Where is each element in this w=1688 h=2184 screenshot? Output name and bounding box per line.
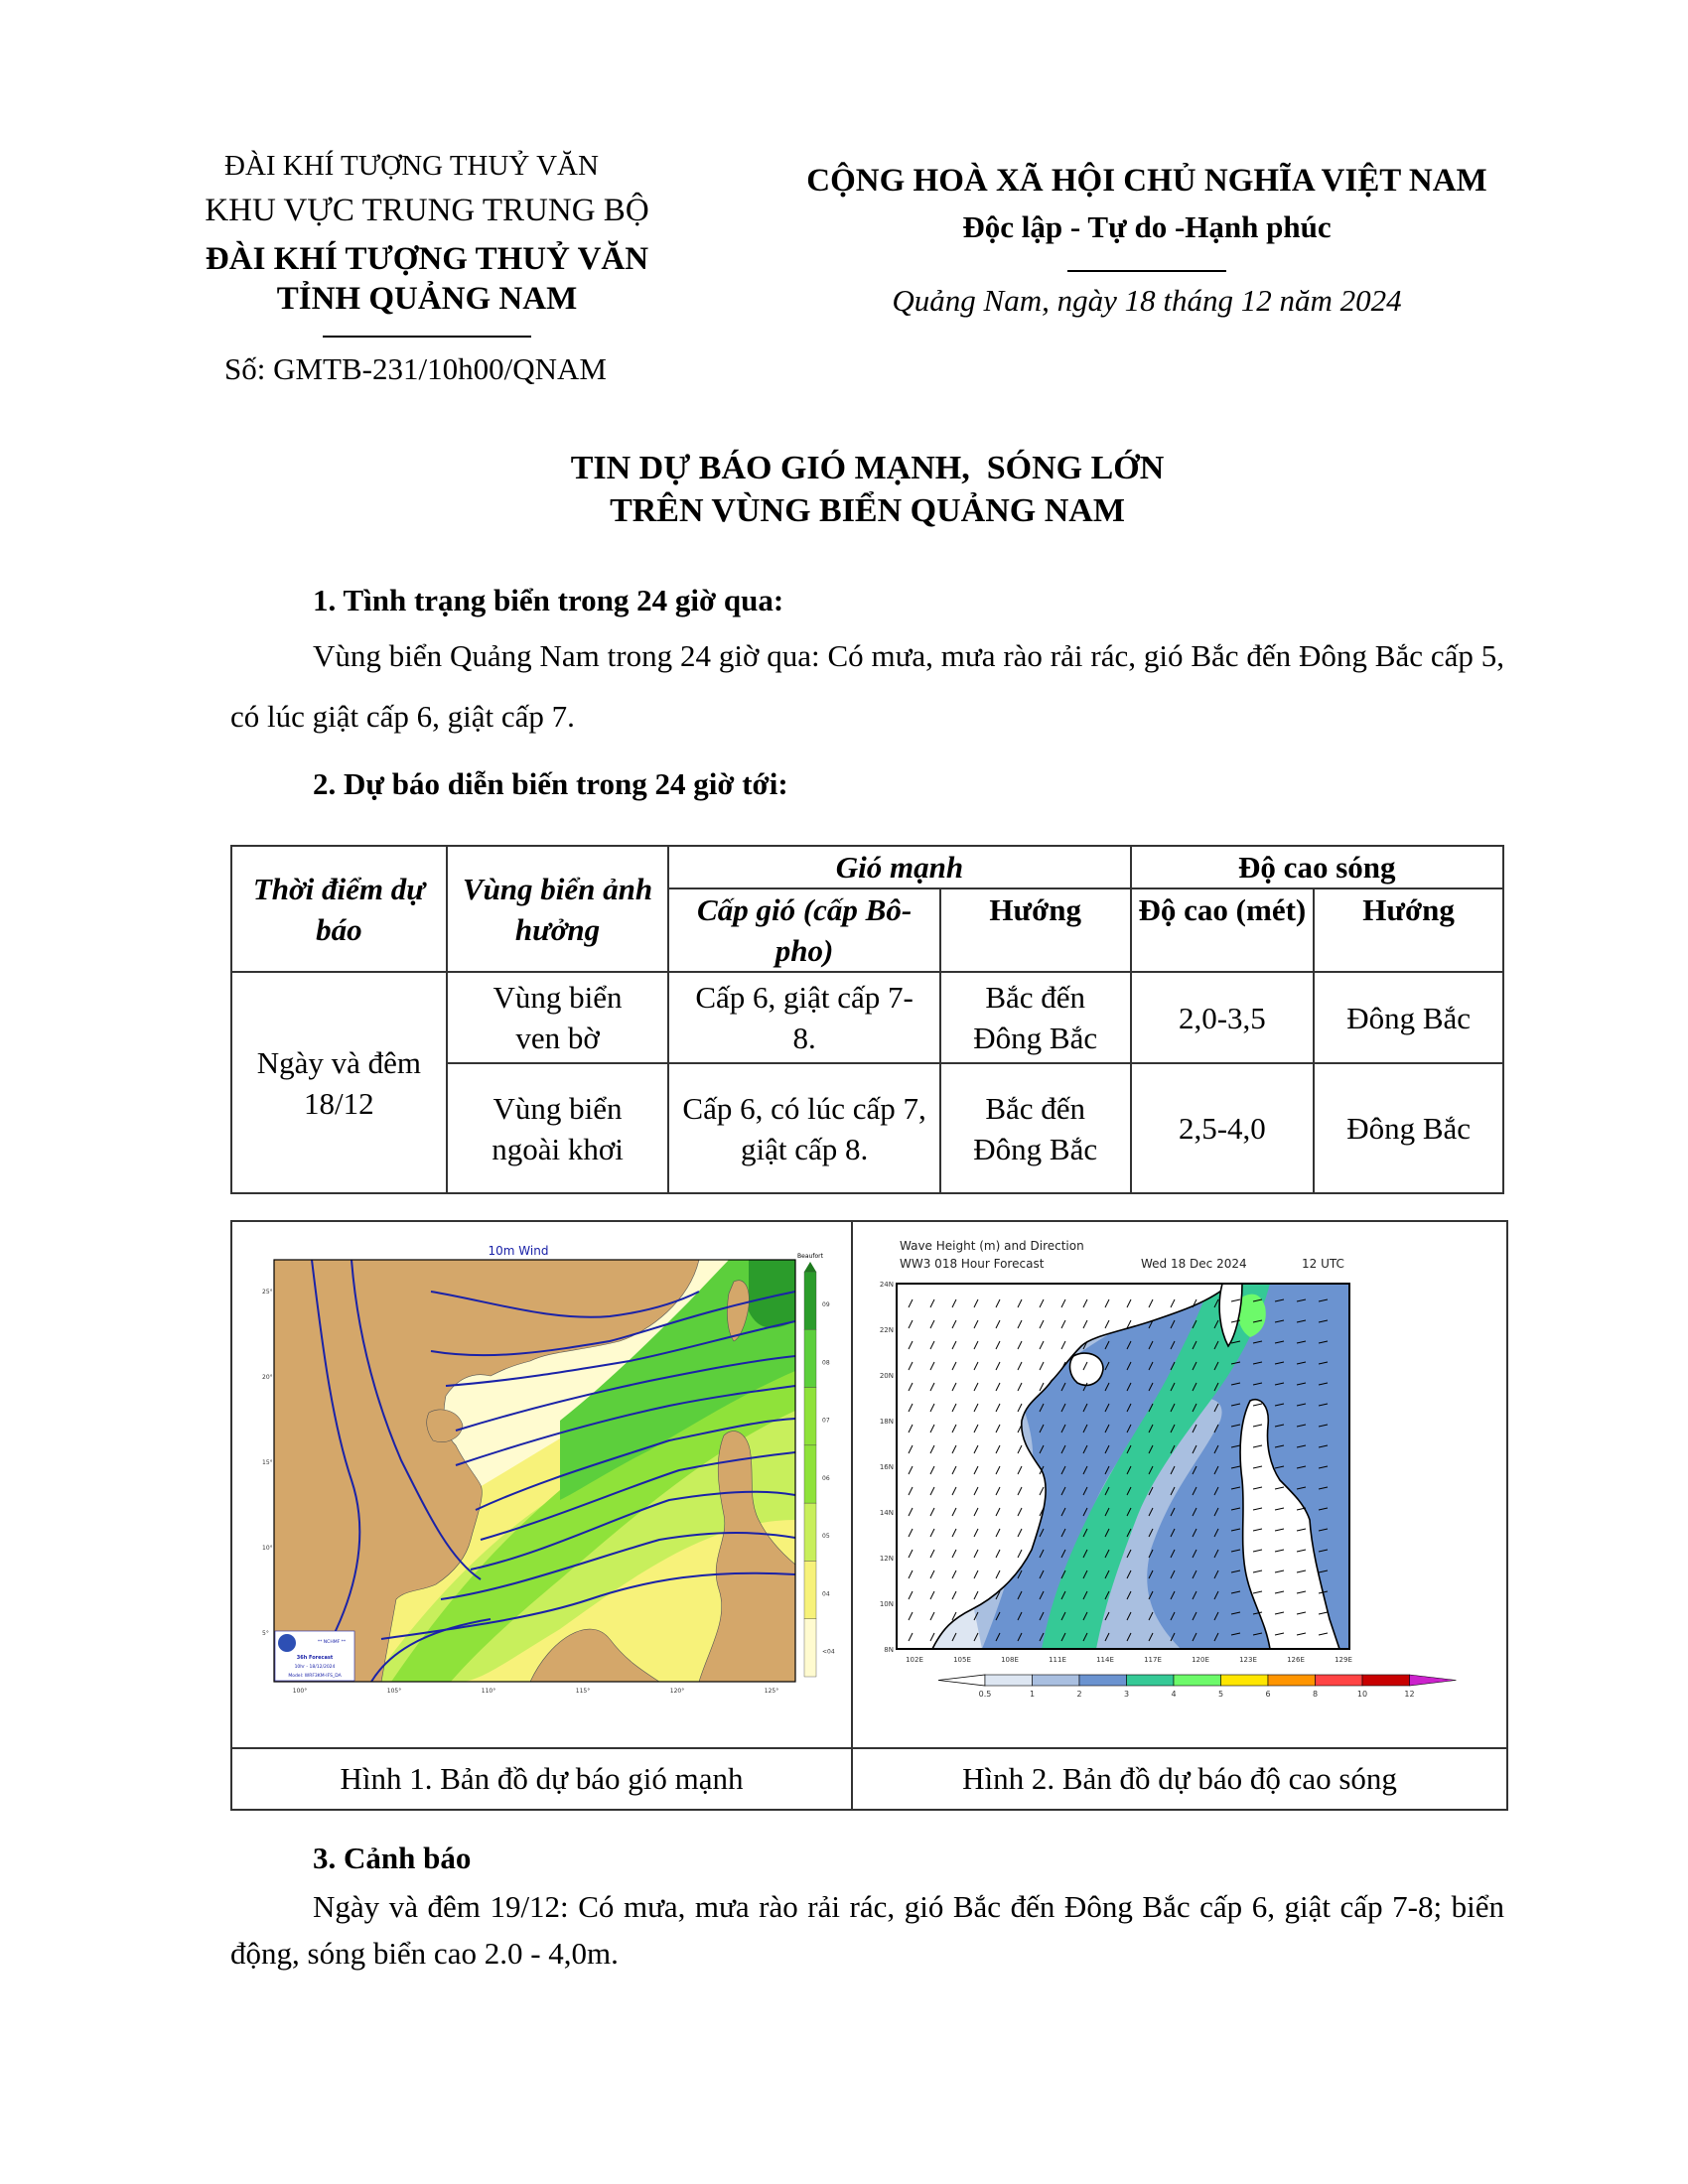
lon-label: 100° bbox=[292, 1688, 308, 1695]
header-wind-direction: Hướng bbox=[940, 888, 1131, 972]
legend-label: 07 bbox=[822, 1417, 830, 1425]
lon-label: 111E bbox=[1049, 1656, 1066, 1664]
legend-label: 05 bbox=[822, 1533, 830, 1541]
lat-label: 10° bbox=[262, 1545, 273, 1552]
document-title bbox=[230, 447, 1504, 532]
figure1-caption: Hình 1. Bản đồ dự báo gió mạnh bbox=[231, 1748, 852, 1810]
scale-high-arrow bbox=[1410, 1675, 1457, 1686]
scale-swatch bbox=[1033, 1675, 1080, 1686]
wind-direction-cell: Bắc đến Đông Bắc bbox=[940, 972, 1131, 1063]
scale-label: 6 bbox=[1265, 1690, 1271, 1699]
scale-swatch bbox=[1174, 1675, 1221, 1686]
section2-heading: 2. Dự báo diễn biến trong 24 giờ tới: bbox=[313, 766, 788, 801]
header-wave-group: Độ cao sóng bbox=[1131, 846, 1503, 888]
figure2-caption: Hình 2. Bản đồ dự báo độ cao sóng bbox=[852, 1748, 1507, 1810]
zone-cell: Vùng biển ngoài khơi bbox=[447, 1063, 669, 1193]
lat-label: 5° bbox=[262, 1630, 269, 1637]
agency-line2: KHU VỰC TRUNG TRUNG BỘ bbox=[205, 193, 649, 228]
legend-swatch bbox=[804, 1388, 816, 1445]
lat-label: 20° bbox=[262, 1374, 273, 1381]
scale-swatch bbox=[1079, 1675, 1127, 1686]
wind-map-cell bbox=[231, 1221, 852, 1748]
scale-label: 1 bbox=[1029, 1690, 1036, 1699]
globe-icon bbox=[278, 1634, 296, 1652]
lon-label: 129E bbox=[1335, 1656, 1352, 1664]
lat-label: 8N bbox=[884, 1646, 894, 1654]
logo-org: ** NCHMF ** bbox=[317, 1640, 347, 1645]
wind-direction-cell: Bắc đến Đông Bắc bbox=[940, 1063, 1131, 1193]
agency-header bbox=[199, 149, 655, 389]
legend-arrow bbox=[804, 1262, 816, 1272]
lat-label: 18N bbox=[879, 1418, 894, 1426]
national-header bbox=[765, 159, 1529, 322]
legend-label: 06 bbox=[822, 1474, 830, 1482]
lat-label: 16N bbox=[879, 1463, 894, 1471]
title-line1: TIN DỰ BÁO GIÓ MẠNH, SÓNG LỚN bbox=[570, 450, 1165, 486]
wave-direction-cell: Đông Bắc bbox=[1314, 1063, 1503, 1193]
wave-map-title2-right: 12 UTC bbox=[1302, 1257, 1344, 1271]
land-hainan bbox=[1070, 1353, 1103, 1385]
forecast-table bbox=[230, 845, 1504, 1194]
wave-map bbox=[853, 1222, 1506, 1742]
title-line2: TRÊN VÙNG BIỂN QUẢNG NAM bbox=[610, 492, 1125, 529]
scale-label: 12 bbox=[1404, 1690, 1415, 1699]
scale-swatch bbox=[1316, 1675, 1363, 1686]
section3-text: Ngày và đêm 19/12: Có mưa, mưa rào rải rác, gió Bắc đến Đông Bắc cấp 6, giật cấp 7-8; biển động, sóng biển cao 2.0 - 4,0m. bbox=[230, 1889, 1504, 1971]
scale-swatch bbox=[985, 1675, 1033, 1686]
scale-label: 3 bbox=[1123, 1690, 1130, 1699]
header-time: Thời điểm dự báo bbox=[231, 846, 447, 972]
lon-label: 125° bbox=[764, 1688, 779, 1695]
scale-swatch bbox=[1127, 1675, 1175, 1686]
section1-text: Vùng biển Quảng Nam trong 24 giờ qua: Có mưa, mưa rào rải rác, gió Bắc đến Đông Bắc cấp 5, có lúc giật cấp 6, giật cấp 7. bbox=[230, 638, 1504, 734]
lon-label: 105° bbox=[386, 1688, 402, 1695]
lon-label: 123E bbox=[1239, 1656, 1257, 1664]
station-line1: ĐÀI KHÍ TƯỢNG THUỶ VĂN bbox=[205, 241, 649, 277]
scale-label: 10 bbox=[1356, 1690, 1368, 1699]
zone-cell: Vùng biển ven bờ bbox=[447, 972, 669, 1063]
legend-swatch bbox=[804, 1329, 816, 1387]
logo-valid: 10hr - 18/12/2024 bbox=[294, 1665, 336, 1670]
lon-label: 117E bbox=[1144, 1656, 1162, 1664]
scale-swatch bbox=[1221, 1675, 1269, 1686]
lat-label: 15° bbox=[262, 1459, 273, 1466]
legend-label: 04 bbox=[822, 1590, 830, 1598]
lon-label: 102E bbox=[906, 1656, 923, 1664]
wave-map-title1: Wave Height (m) and Direction bbox=[900, 1239, 1084, 1253]
table-row bbox=[231, 972, 1503, 1063]
country-name: CỘNG HOÀ XÃ HỘI CHỦ NGHĨA VIỆT NAM bbox=[806, 163, 1487, 199]
lat-label: 25° bbox=[262, 1289, 273, 1296]
section3-heading: 3. Cảnh báo bbox=[313, 1841, 472, 1875]
wind-map bbox=[232, 1222, 851, 1742]
lon-label: 108E bbox=[1001, 1656, 1019, 1664]
scale-label: 4 bbox=[1171, 1690, 1177, 1699]
lat-label: 22N bbox=[879, 1326, 894, 1334]
lon-label: 120E bbox=[1192, 1656, 1209, 1664]
wind-level-cell: Cấp 6, giật cấp 7-8. bbox=[668, 972, 939, 1063]
legend-label: 08 bbox=[822, 1359, 830, 1367]
logo-forecast: 36h Forecast bbox=[296, 1655, 334, 1661]
document-number: Số: GMTB-231/10h00/QNAM bbox=[224, 351, 607, 386]
scale-label: 2 bbox=[1076, 1690, 1082, 1699]
legend-label: 09 bbox=[822, 1300, 830, 1308]
wave-map-cell bbox=[852, 1221, 1507, 1748]
beaufort-legend bbox=[797, 1253, 835, 1677]
figures-table bbox=[230, 1220, 1508, 1811]
scale-label: 8 bbox=[1312, 1690, 1319, 1699]
scale-label: 5 bbox=[1217, 1690, 1224, 1699]
station-line2: TỈNH QUẢNG NAM bbox=[276, 281, 578, 317]
lon-label: 115° bbox=[575, 1688, 591, 1695]
header-wave-height: Độ cao (mét) bbox=[1131, 888, 1315, 972]
wind-map-title: 10m Wind bbox=[488, 1244, 549, 1258]
lon-label: 126E bbox=[1287, 1656, 1305, 1664]
scale-low-arrow bbox=[938, 1675, 985, 1686]
legend-label: <04 bbox=[822, 1648, 835, 1656]
lon-label: 110° bbox=[481, 1688, 496, 1695]
wave-direction-cell: Đông Bắc bbox=[1314, 972, 1503, 1063]
wave-map-title2-mid: Wed 18 Dec 2024 bbox=[1141, 1257, 1247, 1271]
header-wind-level: Cấp gió (cấp Bô-pho) bbox=[668, 888, 939, 972]
lat-label: 20N bbox=[879, 1372, 894, 1380]
lon-label: 114E bbox=[1096, 1656, 1114, 1664]
header-zone: Vùng biển ảnh hưởng bbox=[447, 846, 669, 972]
wave-height-cell: 2,5-4,0 bbox=[1131, 1063, 1315, 1193]
lon-label: 105E bbox=[953, 1656, 971, 1664]
wind-map-logo bbox=[275, 1631, 354, 1681]
legend-swatch bbox=[804, 1272, 816, 1329]
lat-label: 14N bbox=[879, 1509, 894, 1517]
header-wind-group: Gió mạnh bbox=[668, 846, 1130, 888]
lon-label: 120° bbox=[669, 1688, 685, 1695]
scale-swatch bbox=[1362, 1675, 1410, 1686]
place-date: Quảng Nam, ngày 18 tháng 12 năm 2024 bbox=[892, 283, 1402, 318]
time-cell: Ngày và đêm 18/12 bbox=[231, 972, 447, 1193]
lat-label: 24N bbox=[879, 1281, 894, 1289]
wave-height-scale bbox=[938, 1675, 1457, 1699]
legend-swatch bbox=[804, 1445, 816, 1503]
wind-level-cell: Cấp 6, có lúc cấp 7, giật cấp 8. bbox=[668, 1063, 939, 1193]
wave-height-cell: 2,0-3,5 bbox=[1131, 972, 1315, 1063]
legend-swatch bbox=[804, 1619, 816, 1677]
header-wave-direction: Hướng bbox=[1314, 888, 1503, 972]
logo-model: Model: WRF3KM-IFS_DA bbox=[288, 1674, 342, 1679]
header-right-rule bbox=[1067, 270, 1226, 272]
scale-label: 0.5 bbox=[978, 1690, 992, 1699]
lat-label: 12N bbox=[879, 1555, 894, 1563]
legend-swatch bbox=[804, 1561, 816, 1618]
wave-map-title2-left: WW3 018 Hour Forecast bbox=[900, 1257, 1045, 1271]
legend-swatch bbox=[804, 1503, 816, 1561]
lat-label: 10N bbox=[879, 1600, 894, 1608]
section1-heading: 1. Tình trạng biển trong 24 giờ qua: bbox=[313, 583, 784, 617]
national-motto: Độc lập - Tự do -Hạnh phúc bbox=[962, 209, 1332, 244]
legend-title: Beaufort bbox=[797, 1253, 823, 1260]
header-left-rule bbox=[323, 336, 531, 338]
agency-line1: ĐÀI KHÍ TƯỢNG THUỶ VĂN bbox=[224, 150, 599, 182]
scale-swatch bbox=[1268, 1675, 1316, 1686]
